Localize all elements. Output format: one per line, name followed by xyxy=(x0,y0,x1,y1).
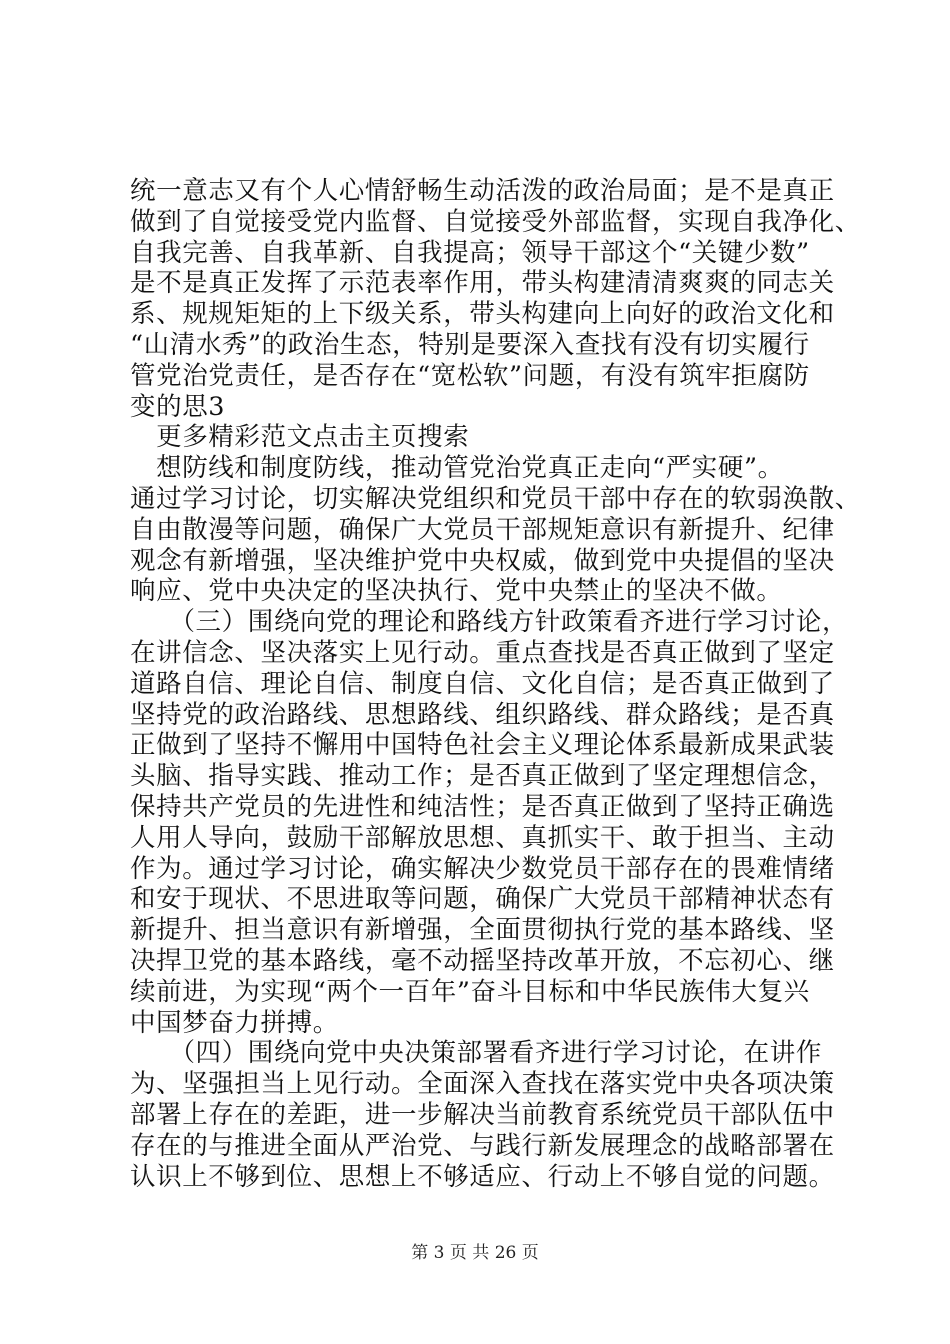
text-line: 响应、党中央决定的坚决执行、党中央禁止的坚决不做。 xyxy=(130,576,783,607)
text-line: 决捍卫党的基本路线，毫不动摇坚持改革开放，不忘初心、继 xyxy=(130,945,835,976)
text-line: 存在的与推进全面从严治党、与践行新发展理念的战略部署在 xyxy=(130,1130,835,1161)
text-line: 自由散漫等问题，确保广大党员干部规矩意识有新提升、纪律 xyxy=(130,514,835,545)
text-line: 正做到了坚持不懈用中国特色社会主义理论体系最新成果武装 xyxy=(130,730,835,761)
text-line: 想防线和制度防线，推动管党治党真正走向“严实硬”。 xyxy=(130,453,784,484)
text-line: 保持共产党员的先进性和纯洁性；是否真正做到了坚持正确选 xyxy=(130,791,835,822)
text-line: 通过学习讨论，切实解决党组织和党员干部中存在的软弱涣散、 xyxy=(130,483,861,514)
text-line: 观念有新增强，坚决维护党中央权威，做到党中央提倡的坚决 xyxy=(130,545,835,576)
text-line: 系、规规矩矩的上下级关系，带头构建向上向好的政治文化和 xyxy=(130,299,835,330)
text-line: 变的思3 xyxy=(130,391,226,422)
document-body xyxy=(130,176,861,1192)
text-line: 做到了自觉接受党内监督、自觉接受外部监督，实现自我净化、 xyxy=(130,206,861,237)
text-line: 头脑、指导实践、推动工作；是否真正做到了坚定理想信念， xyxy=(130,761,835,792)
text-line: 人用人导向，鼓励干部解放思想、真抓实干、敢于担当、主动 xyxy=(130,822,835,853)
text-line: “山清水秀”的政治生态，特别是要深入查找有没有切实履行 xyxy=(130,329,810,360)
text-line: 坚持党的政治路线、思想路线、组织路线、群众路线；是否真 xyxy=(130,699,835,730)
text-line: 认识上不够到位、思想上不够适应、行动上不够自觉的问题。 xyxy=(130,1161,835,1192)
section-3-heading-line: （三）围绕向党的理论和路线方针政策看齐进行学习讨论， xyxy=(130,607,849,638)
text-line: 管党治党责任，是否存在“宽松软”问题，有没有筑牢拒腐防 xyxy=(130,360,810,391)
section-4-heading-line: （四）围绕向党中央决策部署看齐进行学习讨论，在讲作 xyxy=(130,1038,822,1069)
text-line: 统一意志又有个人心情舒畅生动活泼的政治局面；是不是真正 xyxy=(130,176,835,206)
text-line: 在讲信念、坚决落实上见行动。重点查找是否真正做到了坚定 xyxy=(130,637,835,668)
page-number-footer: 第 3 页 共 26 页 xyxy=(411,1243,539,1263)
text-line: 中国梦奋力拼搏。 xyxy=(130,1007,339,1038)
text-line: 为、坚强担当上见行动。全面深入查找在落实党中央各项决策 xyxy=(130,1069,835,1100)
text-line: 续前进，为实现“两个一百年”奋斗目标和中华民族伟大复兴 xyxy=(130,976,810,1007)
text-line: 自我完善、自我革新、自我提高；领导干部这个“关键少数” xyxy=(130,237,810,268)
text-line: 作为。通过学习讨论，确实解决少数党员干部存在的畏难情绪 xyxy=(130,853,835,884)
text-line: 部署上存在的差距，进一步解决当前教育系统党员干部队伍中 xyxy=(130,1099,835,1130)
text-line: 和安于现状、不思进取等问题，确保广大党员干部精神状态有 xyxy=(130,884,835,915)
text-line: 新提升、担当意识有新增强，全面贯彻执行党的基本路线、坚 xyxy=(130,915,835,946)
text-line: 道路自信、理论自信、制度自信、文化自信；是否真正做到了 xyxy=(130,668,835,699)
text-line: 是不是真正发挥了示范表率作用，带头构建清清爽爽的同志关 xyxy=(130,268,835,299)
promo-line: 更多精彩范文点击主页搜索 xyxy=(130,422,470,453)
